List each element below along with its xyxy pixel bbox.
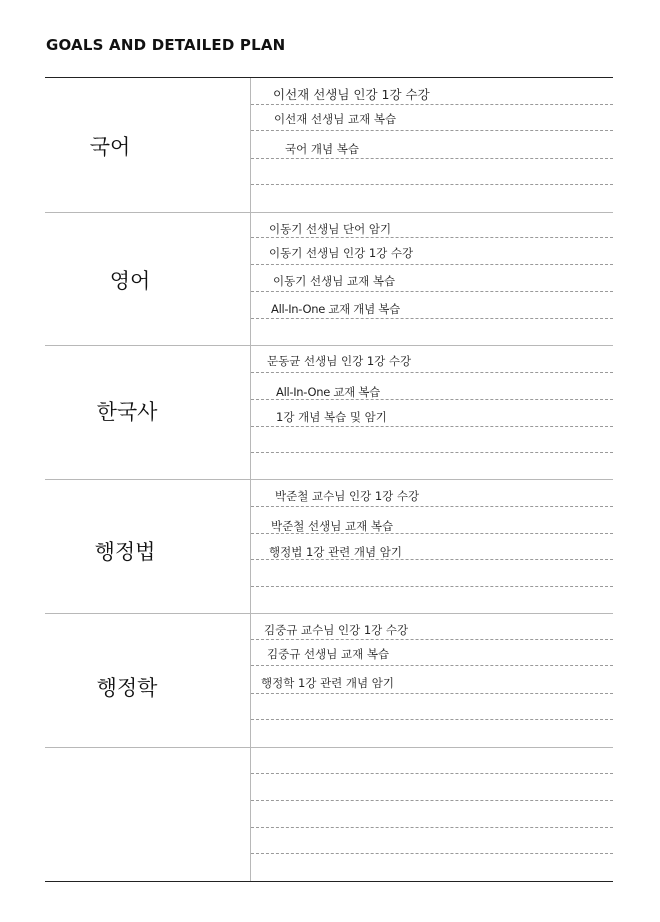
subject-label: 행정법 xyxy=(94,540,156,564)
task-row-line xyxy=(251,719,613,720)
task-row-line xyxy=(251,773,613,774)
task-row-line xyxy=(251,372,613,373)
task-row-line xyxy=(251,452,613,453)
task-row-line xyxy=(251,853,613,854)
task-row-line xyxy=(251,130,613,131)
task-item[interactable]: 이동기 선생님 인강 1강 수강 xyxy=(269,246,414,260)
task-item[interactable]: 박준철 선생님 교재 복습 xyxy=(271,519,394,533)
task-row-line xyxy=(251,827,613,828)
task-item[interactable]: 행정법 1강 관련 개념 암기 xyxy=(269,545,403,559)
task-row-line xyxy=(251,506,613,507)
task-row-line xyxy=(251,237,613,238)
task-row-line xyxy=(251,800,613,801)
plan-section-6 xyxy=(45,747,613,880)
task-item[interactable]: 김중규 교수님 인강 1강 수강 xyxy=(264,623,409,637)
subject-label: 행정학 xyxy=(96,676,158,700)
task-item[interactable]: All-In-One 교재 개념 복습 xyxy=(271,302,400,316)
task-row-line xyxy=(251,586,613,587)
task-item[interactable]: 이동기 선생님 교재 복습 xyxy=(273,274,396,288)
task-item[interactable]: 국어 개념 복습 xyxy=(285,142,359,156)
task-row-line xyxy=(251,184,613,185)
subject-label: 국어 xyxy=(89,135,131,159)
task-item[interactable]: All-In-One 교재 복습 xyxy=(276,385,380,399)
task-item[interactable]: 1강 개념 복습 및 암기 xyxy=(276,410,387,424)
subject-label: 영어 xyxy=(109,269,151,293)
task-row-line xyxy=(251,264,613,265)
plan-section-4 xyxy=(45,479,613,614)
plan-section-3 xyxy=(45,345,613,480)
task-item[interactable]: 이동기 선생님 단어 암기 xyxy=(269,222,392,236)
task-item[interactable]: 문동균 선생님 인강 1강 수강 xyxy=(267,354,412,368)
page-title: GOALS AND DETAILED PLAN xyxy=(46,36,286,54)
task-row-line xyxy=(251,639,613,640)
task-item[interactable]: 이선재 선생님 교재 복습 xyxy=(274,112,397,126)
task-row-line xyxy=(251,291,613,292)
task-item[interactable]: 행정학 1강 관련 개념 암기 xyxy=(261,676,395,690)
task-row-line xyxy=(251,693,613,694)
task-row-line xyxy=(251,318,613,319)
task-item[interactable]: 이선재 선생님 인강 1강 수강 xyxy=(273,87,430,102)
plan-section-5 xyxy=(45,613,613,748)
task-item[interactable]: 김중규 선생님 교재 복습 xyxy=(267,647,390,661)
subject-label: 한국사 xyxy=(96,400,158,424)
task-row-line xyxy=(251,665,613,666)
task-row-line xyxy=(251,104,613,105)
task-item[interactable]: 박준철 교수님 인강 1강 수강 xyxy=(275,489,420,503)
task-row-line xyxy=(251,426,613,427)
plan-section-2 xyxy=(45,212,613,346)
plan-section-1 xyxy=(45,78,613,213)
task-row-line xyxy=(251,158,613,159)
plan-table xyxy=(45,77,613,882)
